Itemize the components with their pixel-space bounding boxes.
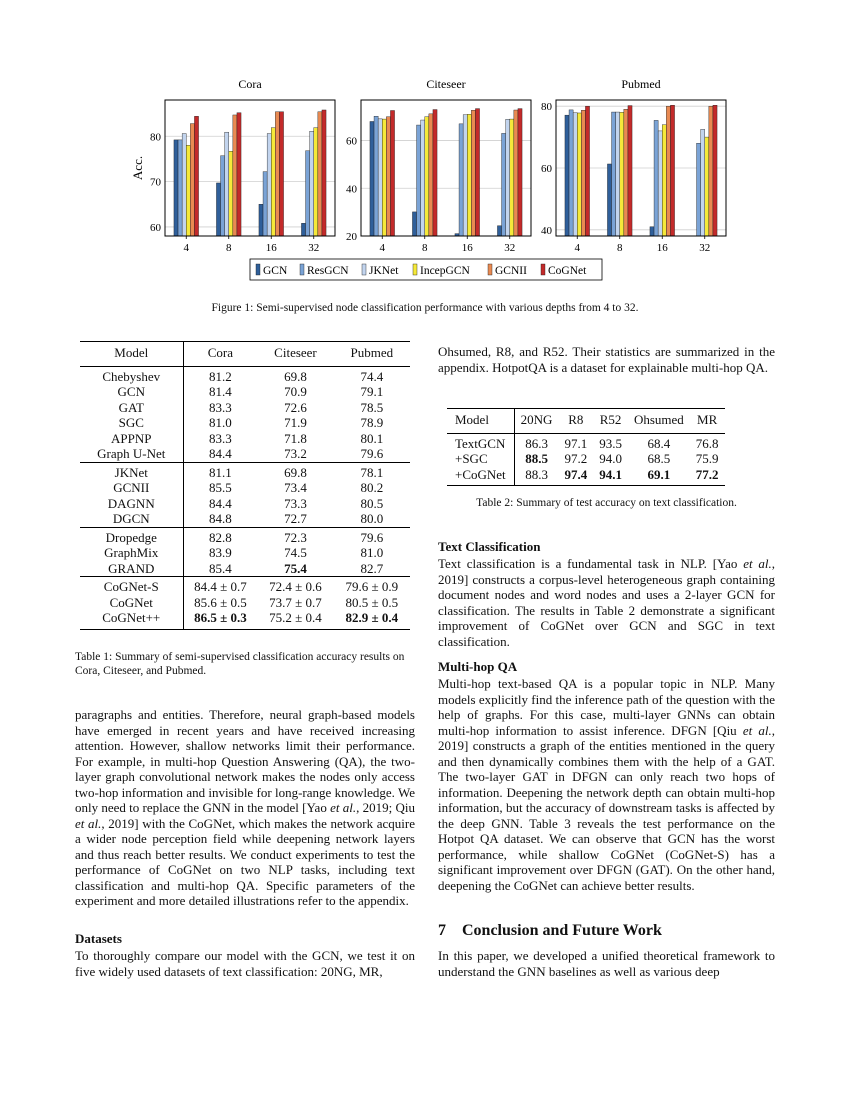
bar-jknet	[182, 134, 186, 236]
bar-resgcn	[459, 124, 463, 236]
bar-cognet	[518, 109, 522, 236]
bar-resgcn	[502, 133, 506, 236]
table-1-value-cell: 73.2	[284, 446, 307, 461]
legend-swatch	[362, 264, 366, 275]
x-tick-label: 32	[504, 242, 516, 254]
table-1	[80, 341, 410, 630]
table-2-row	[447, 467, 725, 486]
figure-1-charts	[130, 70, 740, 285]
table-1-row	[80, 431, 410, 447]
bar-jknet	[573, 113, 577, 236]
bar-jknet	[225, 132, 229, 236]
table-2-header-cell: R52	[599, 412, 622, 427]
legend-label: JKNet	[369, 265, 399, 277]
x-tick-label: 16	[656, 242, 668, 254]
bar-jknet	[701, 129, 705, 236]
table-1-model-cell: SGC	[80, 415, 183, 431]
table-1-value-cell: 82.9 ± 0.4	[334, 610, 410, 629]
bar-gcn	[301, 223, 305, 236]
table-1-model-cell: GCN	[80, 384, 183, 400]
table-1-model-cell: GAT	[80, 400, 183, 416]
x-tick-label: 8	[617, 242, 623, 254]
legend-label: GCNII	[495, 265, 527, 277]
bar-incepgcn	[620, 112, 624, 236]
bar-gcnii	[318, 112, 322, 236]
legend-label: IncepGCN	[420, 265, 470, 277]
table-1-value-cell: 74.5	[284, 545, 307, 560]
y-tick-label: 60	[150, 221, 161, 234]
table-1-value-cell: 70.9	[284, 384, 307, 399]
table-2-header-cell: MR	[697, 412, 718, 427]
bar-gcn	[565, 115, 569, 236]
table-1-value-cell: 80.5	[360, 495, 384, 511]
table-1-value-cell: 84.4	[209, 446, 232, 461]
table-1-row	[80, 561, 410, 577]
bar-gcn	[412, 212, 416, 236]
bar-cognet	[670, 105, 674, 236]
table-2-header-cell: Model	[447, 409, 514, 434]
y-tick-label: 60	[541, 163, 552, 175]
table-2-model-cell: +CoGNet	[447, 467, 514, 486]
x-tick-label: 32	[308, 242, 320, 254]
x-tick-label: 8	[226, 242, 232, 254]
bar-resgcn	[612, 112, 616, 236]
table-2-value-cell: 88.5	[525, 451, 548, 466]
table-2-value-cell: 94.1	[593, 467, 628, 486]
bar-cognet	[194, 116, 198, 236]
conclusion-paragraph: In this paper, we developed a unified theoretical framework to understand the GNN baselines as well as various deep	[438, 948, 775, 979]
table-2-header-cell: 20NG	[520, 412, 553, 427]
bar-resgcn	[221, 156, 225, 236]
table-2	[447, 408, 725, 486]
table-1-value-cell: 79.6	[360, 446, 384, 461]
bar-incepgcn	[314, 128, 318, 236]
table-1-row	[80, 527, 410, 545]
bar-gcnii	[471, 110, 475, 236]
table-1-value-cell: 79.6 ± 0.9	[334, 577, 410, 595]
table-1-header-cora: Cora	[207, 345, 234, 360]
bar-incepgcn	[186, 145, 190, 236]
table-1-model-cell: Chebyshev	[80, 366, 183, 384]
bar-gcnii	[514, 110, 518, 236]
table-1-value-cell: 72.4 ± 0.6	[257, 577, 333, 595]
bar-incepgcn	[425, 117, 429, 236]
table-1-model-cell: GraphMix	[80, 545, 183, 561]
bar-incepgcn	[229, 151, 233, 236]
table-1-row	[80, 462, 410, 480]
table-2-value-cell: 68.4	[628, 433, 690, 451]
bar-cognet	[713, 105, 717, 236]
x-tick-label: 32	[699, 242, 711, 254]
table-1-row	[80, 446, 410, 462]
table-1-row	[80, 415, 410, 431]
bar-cognet	[237, 113, 241, 236]
table-2-header-cell: R8	[568, 412, 584, 427]
bar-gcnii	[581, 110, 585, 236]
chart-panel-title: Citeseer	[426, 77, 466, 91]
table-1-row	[80, 545, 410, 561]
y-axis-label: Acc.	[130, 155, 145, 181]
left-paragraph-1: paragraphs and entities. Therefore, neural graph-based models have emerged in recent years and have received increasing attention. However, shallow networks limit their performance. For example, in multi-hop Question Answering (QA), the two-layer graph convolutional network makes the nodes only access two-hop information and invisible for long-range knowledge. We only need to replace the GNN in the model [Yao et al., 2019; Qiu et al., 2019] with the CoGNet, which makes the network acquire a wider node perception field while deepening network layers and thus reach better results. We conduct experiments to test the performance of CoGNet on two NLP tasks, including text classification and multi-hop QA. Specific parameters of the experiment and more detailed illustrations refer to the appendix.	[75, 707, 415, 908]
table-2-value-cell: 69.1	[628, 467, 690, 486]
table-2-header-cell: Ohsumed	[633, 412, 684, 427]
bar-gcn	[497, 226, 501, 236]
bar-incepgcn	[705, 137, 709, 236]
bar-gcn	[216, 183, 220, 236]
table-2-row	[447, 433, 725, 451]
table-2-value-cell: 76.8	[690, 433, 725, 451]
bar-jknet	[616, 112, 620, 236]
table-1-value-cell: 73.4	[284, 480, 307, 495]
table-1-value-cell: 80.2	[360, 480, 384, 495]
bar-resgcn	[374, 116, 378, 236]
bar-chart-svg	[130, 70, 740, 285]
table-1-model-cell: GCNII	[80, 480, 183, 496]
table-1-model-cell: APPNP	[80, 431, 183, 447]
table-1-model-cell: JKNet	[80, 462, 183, 480]
x-tick-label: 4	[183, 242, 189, 254]
bar-incepgcn	[577, 113, 581, 236]
bar-gcn	[370, 121, 374, 236]
bar-incepgcn	[510, 119, 514, 236]
table-1-row	[80, 400, 410, 416]
bar-gcnii	[233, 115, 237, 236]
x-tick-label: 8	[422, 242, 428, 254]
table-2-value-cell: 97.1	[558, 433, 593, 451]
table-1-value-cell: 82.8	[183, 527, 257, 545]
bar-jknet	[463, 115, 467, 236]
table-1-model-cell: CoGNet-S	[80, 577, 183, 595]
table-1-value-cell: 75.2 ± 0.4	[257, 610, 333, 629]
table-1-value-cell: 85.6 ± 0.5	[194, 594, 247, 610]
table-2-value-cell: 97.4	[558, 467, 593, 486]
table-1-header-model: Model	[80, 342, 183, 367]
bar-resgcn	[306, 151, 310, 236]
bar-gcn	[259, 204, 263, 236]
table-1-value-cell: 72.3	[257, 527, 333, 545]
table-2-value-cell: 75.9	[695, 451, 719, 466]
table-1-value-cell: 84.8	[209, 511, 232, 526]
table-1-row	[80, 595, 410, 611]
bar-resgcn	[263, 172, 267, 236]
table-1-row	[80, 366, 410, 384]
table-1-value-cell: 79.6	[334, 527, 410, 545]
table-2-value-cell: 93.5	[593, 433, 628, 451]
text-classification-heading: Text Classification	[438, 539, 541, 554]
table-1-model-cell: DGCN	[80, 511, 183, 527]
legend-label: ResGCN	[307, 265, 349, 277]
table-1-row	[80, 511, 410, 527]
table-1-value-cell: 83.3	[209, 399, 232, 415]
table-1-value-cell: 83.9	[209, 545, 232, 560]
table-1-value-cell: 85.4	[209, 560, 232, 576]
bar-jknet	[267, 134, 271, 236]
y-tick-label: 70	[150, 176, 161, 189]
table-1-value-cell: 73.7 ± 0.7	[269, 594, 322, 610]
y-tick-label: 20	[346, 231, 357, 243]
x-tick-label: 16	[461, 242, 473, 254]
table-1-value-cell: 83.3	[209, 430, 232, 446]
right-paragraph-top: Ohsumed, R8, and R52. Their statistics are summarized in the appendix. HotpotQA is a dataset for explainable multi-hop QA.	[438, 344, 775, 375]
table-1-model-cell: Dropedge	[80, 527, 183, 545]
bar-resgcn	[569, 110, 573, 236]
table-2-value-cell: 97.2	[564, 451, 588, 466]
table-2-value-cell: 68.5	[647, 451, 671, 466]
bar-gcnii	[624, 109, 628, 236]
table-1-value-cell: 81.0	[209, 415, 232, 430]
bar-gcn	[650, 227, 654, 236]
table-1-value-cell: 72.7	[284, 511, 307, 526]
bar-incepgcn	[271, 128, 275, 236]
table-1-header-citeseer: Citeseer	[274, 345, 317, 360]
table-1-model-cell: CoGNet++	[80, 610, 183, 629]
table-1-value-cell: 71.8	[284, 430, 307, 446]
bar-cognet	[433, 110, 437, 236]
table-1-value-cell: 69.8	[257, 462, 333, 480]
table-1-value-cell: 79.1	[360, 384, 384, 399]
table-2-value-cell: 77.2	[690, 467, 725, 486]
table-1-value-cell: 82.7	[360, 560, 384, 576]
bar-jknet	[658, 131, 662, 236]
table-1-row	[80, 496, 410, 512]
datasets-paragraph: To thoroughly compare our model with the GCN, we test it on five widely used datasets of text classification: 20NG, MR,	[75, 948, 415, 979]
x-tick-label: 4	[379, 242, 385, 254]
table-2-row	[447, 451, 725, 467]
table-1-value-cell: 80.5 ± 0.5	[345, 594, 399, 610]
multi-hop-qa-paragraph: Multi-hop text-based QA is a popular topic in NLP. Many models explicitly find the inference path of the question with the help of graphs. For this case, multi-layer GNNs can obtain multi-hop information to assist inference. DFGN [Qiu et al., 2019] constructs a graph of the entities mentioned in the query and then dynamically combines them with the help of a GAT. The two-layer GAT in DFGN can only reach two hops of information. Deepening the network depth can obtain multi-hop information, but the accuracy of downstream tasks is affected by the deep GNN. Table 3 reveals the test performance on the Hotpot QA dataset. We can observe that GCN has the worst performance, while shallow CoGNet (CoGNet-S) has a significant improvement over DFGN (GAT). On the other hand, deepening the CoGNet can achieve better results.	[438, 676, 775, 893]
table-1-row	[80, 610, 410, 629]
table-1-value-cell: 78.5	[360, 399, 384, 415]
bar-cognet	[322, 110, 326, 236]
table-1-row	[80, 577, 410, 595]
table-1-value-cell: 80.0	[360, 511, 384, 526]
bar-gcnii	[275, 112, 279, 236]
bar-jknet	[310, 131, 314, 236]
y-tick-label: 80	[541, 101, 552, 114]
y-tick-label: 40	[346, 183, 357, 196]
table-1-value-cell: 72.6	[284, 399, 307, 415]
section-7-heading: 7 Conclusion and Future Work	[438, 922, 662, 939]
table-1-value-cell: 81.2	[183, 366, 257, 384]
table-2-caption: Table 2: Summary of test accuracy on text classification.	[476, 497, 737, 509]
table-2-model-cell: +SGC	[447, 451, 514, 467]
legend-swatch	[488, 264, 492, 275]
figure-1-caption: Figure 1: Semi-supervised node classification performance with various depths from 4 to 32.	[211, 302, 639, 314]
table-1-row	[80, 384, 410, 400]
table-1-value-cell: 85.5	[209, 480, 232, 495]
bar-jknet	[506, 119, 510, 236]
bar-gcnii	[709, 106, 713, 236]
bar-resgcn	[417, 125, 421, 236]
bar-gcnii	[190, 124, 194, 236]
bar-incepgcn	[382, 119, 386, 236]
x-tick-label: 16	[265, 242, 277, 254]
table-1-header-pubmed: Pubmed	[350, 345, 394, 360]
table-1-value-cell: 74.4	[334, 366, 410, 384]
multi-hop-qa-heading: Multi-hop QA	[438, 659, 518, 674]
bar-jknet	[378, 119, 382, 236]
table-2-value-cell: 88.3	[514, 467, 558, 486]
text-classification-paragraph: Text classification is a fundamental task in NLP. [Yao et al., 2019] constructs a corpus-level heterogeneous graph containing document nodes and word nodes and uses a 2-layer GCN for classification. The results in Table 2 demonstrate a significant improvement of CoGNet over GCN and SGC in text classification.	[438, 556, 775, 649]
table-1-value-cell: 71.9	[284, 415, 307, 430]
x-tick-label: 4	[574, 242, 580, 254]
bar-gcnii	[386, 117, 390, 236]
datasets-heading: Datasets	[75, 931, 122, 946]
table-1-model-cell: GRAND	[80, 561, 183, 577]
bar-incepgcn	[662, 125, 666, 236]
legend-label: CoGNet	[548, 265, 587, 277]
legend-label: GCN	[263, 265, 288, 277]
table-1-value-cell: 69.8	[257, 366, 333, 384]
bar-gcnii	[666, 106, 670, 236]
table-1-value-cell: 75.4	[284, 560, 307, 576]
chart-panel-title: Pubmed	[621, 77, 661, 91]
bar-cognet	[475, 109, 479, 236]
bar-cognet	[279, 112, 283, 236]
bar-cognet	[585, 106, 589, 236]
table-1-value-cell: 81.4	[209, 384, 232, 399]
table-1-value-cell: 78.9	[360, 415, 384, 430]
legend-swatch	[413, 264, 417, 275]
bar-gcnii	[429, 114, 433, 236]
table-1-model-cell: DAGNN	[80, 496, 183, 512]
table-2-value-cell: 86.3	[514, 433, 558, 451]
y-tick-label: 80	[150, 131, 161, 144]
table-1-value-cell: 84.4	[209, 495, 232, 511]
table-1-value-cell: 73.3	[284, 495, 307, 511]
chart-panel-title: Cora	[238, 77, 262, 91]
table-1-value-cell: 81.1	[183, 462, 257, 480]
bar-resgcn	[697, 143, 701, 236]
legend-swatch	[300, 264, 304, 275]
table-2-value-cell: 94.0	[599, 451, 622, 466]
table-1-value-cell: 86.5 ± 0.3	[183, 610, 257, 629]
bar-gcn	[607, 164, 611, 236]
bar-gcn	[174, 140, 178, 236]
bar-cognet	[390, 110, 394, 236]
bar-resgcn	[654, 120, 658, 236]
table-1-row	[80, 480, 410, 496]
bar-incepgcn	[467, 114, 471, 236]
table-2-model-cell: TextGCN	[447, 433, 514, 451]
table-1-value-cell: 78.1	[334, 462, 410, 480]
y-tick-label: 40	[541, 224, 552, 237]
table-1-model-cell: Graph U-Net	[80, 446, 183, 462]
bar-jknet	[421, 120, 425, 236]
bar-resgcn	[178, 140, 182, 236]
table-1-value-cell: 84.4 ± 0.7	[183, 577, 257, 595]
legend-swatch	[541, 264, 545, 275]
table-1-value-cell: 80.1	[360, 430, 384, 446]
legend-swatch	[256, 264, 260, 275]
y-tick-label: 60	[346, 135, 357, 148]
table-1-caption: Table 1: Summary of semi-supervised classification accuracy results on Cora, Citeseer, and Pubmed.	[75, 651, 405, 677]
table-1-model-cell: CoGNet	[80, 595, 183, 611]
table-1-value-cell: 81.0	[360, 545, 384, 560]
bar-cognet	[628, 106, 632, 236]
